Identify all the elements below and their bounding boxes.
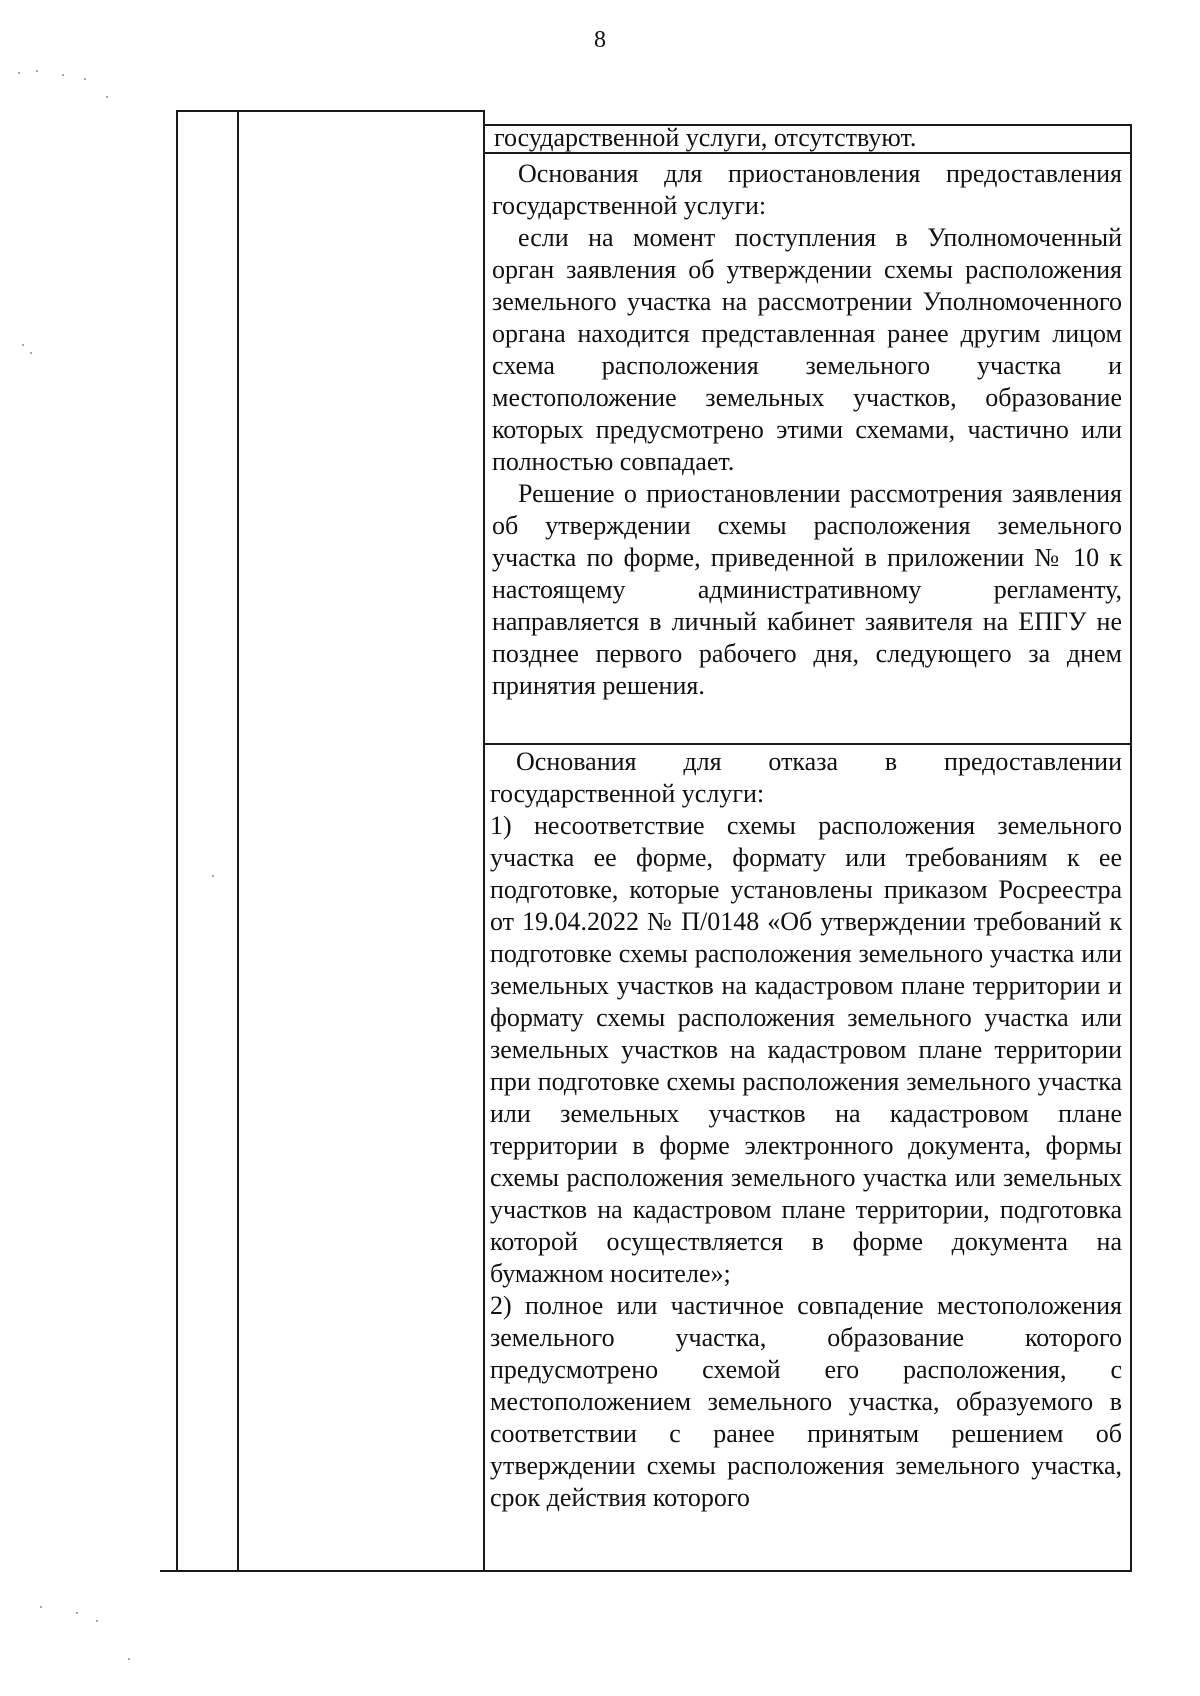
- cell-paragraph: Основания для отказа в предоставлении государственной услуги:: [490, 747, 1122, 808]
- cell-paragraph: если на момент поступления в Уполномоченный орган заявления об утверждении схемы расположения земельного участка на рассмотрении Уполномоченного органа находится представленная ранее другим лицом схема расположения земельного участка и местоположение земельных участков, образование которых предусмотрено этими схемами, частично или полностью совпадает.: [492, 223, 1122, 476]
- table-column-divider-1: [237, 110, 239, 1572]
- row-divider-2: [483, 743, 1132, 745]
- cell-paragraph: Основания для приостановления предоставления государственной услуги:: [492, 159, 1122, 220]
- table-border-right: [1130, 124, 1132, 1572]
- table-cell-row-3: [490, 746, 1122, 1514]
- cell-paragraph: Решение о приостановлении рассмотрения заявления об утверждении схемы расположения земельного участка по форме, приведенной в приложении № 10 к настоящему административному регламенту, направляется в личный кабинет заявителя на ЕПГУ не позднее первого рабочего дня, следующего за днем принятия решения.: [492, 479, 1122, 700]
- table-column-divider-2: [483, 110, 485, 1572]
- cell-paragraph: государственной услуги, отсутствуют.: [494, 123, 917, 152]
- table-cell-row-1: [494, 122, 1122, 154]
- table-border-top: [176, 110, 485, 112]
- table-cell-row-2: [492, 158, 1122, 702]
- cell-paragraph: 1) несоответствие схемы расположения земельного участка ее форме, формату или требованиям к ее подготовке, которые установлены приказом Росреестра от 19.04.2022 № П/0148 «Об утверждении требований к подготовке схемы расположения земельного участка или земельных участков на кадастровом плане территории и формату схемы расположения земельного участка или земельных участков на кадастровом плане территории при подготовке схемы расположения земельного участка или земельных участков на кадастровом плане территории в форме электронного документа, формы схемы расположения земельного участка или земельных участков на кадастровом плане территории, подготовка которой осуществляется в форме документа на бумажном носителе»;: [490, 811, 1122, 1288]
- table-border-left: [176, 110, 178, 1572]
- cell-paragraph: 2) полное или частичное совпадение местоположения земельного участка, образование которого предусмотрено схемой его расположения, с местоположением земельного участка, образуемого в соответствии с ранее принятым решением об утверждении схемы расположения земельного участка, срок действия которого: [490, 1291, 1122, 1512]
- page-number: 8: [594, 27, 606, 53]
- table-border-bottom: [160, 1570, 1132, 1572]
